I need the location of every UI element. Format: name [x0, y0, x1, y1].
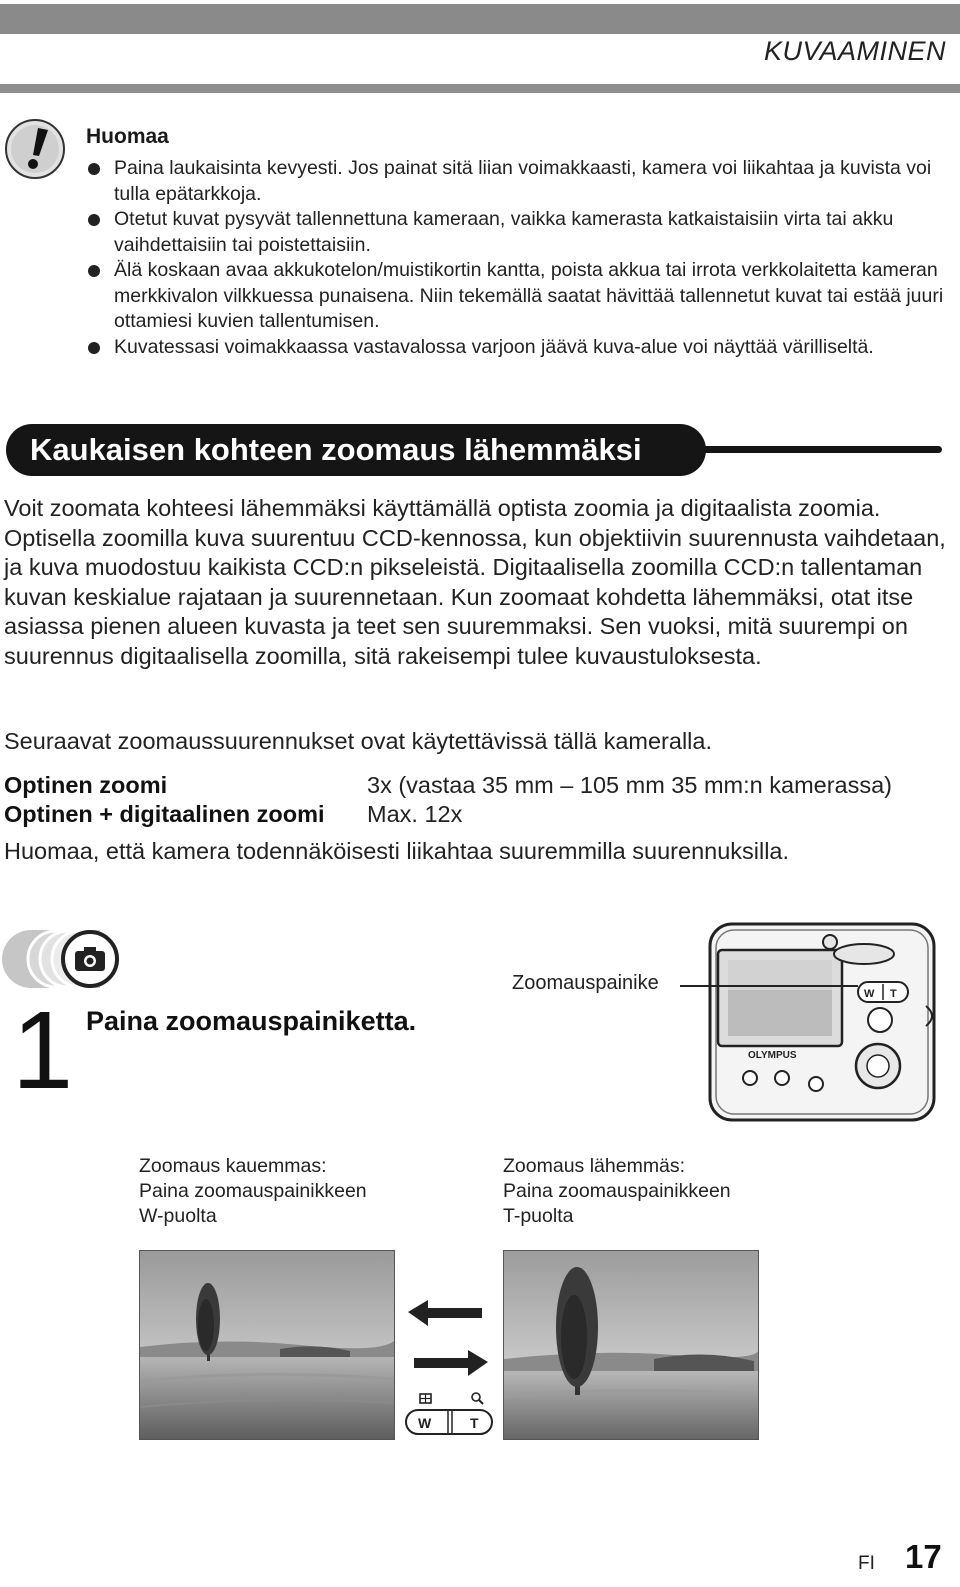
footer-language: FI [858, 1553, 875, 1574]
shooting-mode-icon [0, 928, 134, 990]
spec-value-digital: Max. 12x [367, 801, 463, 827]
svg-text:T: T [890, 988, 897, 1000]
magnifier-icon [472, 1393, 483, 1404]
note-item: Otetut kuvat pysyvät tallennettuna kameraan, vaikka kamerasta katkaistaisiin virta tai akku vaihdettaisiin tai poistettaisiin. [86, 207, 954, 258]
zoom-w-label: W [418, 1415, 432, 1431]
zoom-in-caption-line: Zoomaus lähemmäs: [503, 1155, 686, 1177]
zoom-button-label: Zoomauspainike [512, 972, 659, 994]
camera-back-illustration [700, 916, 940, 1124]
warning-icon [4, 118, 66, 180]
zoom-t-label: T [470, 1415, 479, 1431]
zoom-out-caption [139, 1154, 367, 1229]
zoom-out-caption-line: Paina zoomauspainikkeen [139, 1180, 367, 1202]
note-title: Huomaa [86, 125, 169, 148]
note-item: Älä koskaan avaa akkukotelon/muistikortin kantta, poista akkua tai irrota verkkolaitetta kameran merkkivalon vilkkuessa punaisena. Niin tekemällä saatat hävittää tallennetut kuvat tai estää juuri ottamiesi kuvien tallentumisen. [86, 258, 954, 335]
zoom-direction-arrows [402, 1296, 494, 1440]
zoom-out-caption-line: Zoomaus kauemmas: [139, 1155, 327, 1177]
zoom-in-caption-line: Paina zoomauspainikkeen [503, 1180, 731, 1202]
step-instruction: Paina zoomauspainiketta. [86, 1006, 417, 1036]
available-zooms-text: Seuraavat zoomaussuurennukset ovat käytettävissä tällä kameralla. [4, 728, 712, 754]
header-rule [0, 84, 960, 93]
arrow-left-icon [408, 1300, 482, 1326]
camera-brand-logo: OLYMPUS [748, 1050, 797, 1061]
spec-value-optical: 3x (vastaa 35 mm – 105 mm 35 mm:n kamerassa) [367, 772, 893, 798]
intro-paragraph: Voit zoomata kohteesi lähemmäksi käyttämällä optista zoomia ja digitaalista zoomia. Optisella zoomilla kuva suurentuu CCD-kennossa, kun objektiivin suurennusta vaihdetaan, ja kuva muodostuu kaikista CCD:n pikseleistä. Digitaalisella zoomilla CCD:n tallentaman kuvan keskialue rajataan ja suurennetaan. Kun zoomaat kohdetta lähemmäksi, otat itse asiassa pienen alueen kuvasta ja teet sen suuremmaksi. Sen vuoksi, mitä suurempi on suurennus digitaalisella zoomilla, sitä rakeisempi tulee kuvaustuloksesta. [4, 495, 946, 669]
note-item: Paina laukaisinta kevyesti. Jos painat sitä liian voimakkaasti, kamera voi liikahtaa ja kuvista voi tulla epätarkkoja. [86, 156, 954, 207]
section-rule [690, 446, 942, 453]
spec-label-optical: Optinen zoomi [4, 772, 168, 798]
wide-grid-icon [420, 1394, 431, 1403]
note-item: Kuvatessasi voimakkaassa vastavalossa varjoon jäävä kuva-alue voi näyttää värilliseltä. [86, 335, 954, 361]
section-heading: Kaukaisen kohteen zoomaus lähemmäksi [6, 424, 706, 476]
wide-angle-photo [139, 1250, 395, 1440]
zoom-out-caption-line: W-puolta [139, 1205, 217, 1227]
zoom-in-caption [503, 1154, 731, 1229]
spec-label-digital: Optinen + digitaalinen zoomi [4, 801, 325, 827]
header-bar [0, 4, 960, 34]
note-list [86, 156, 954, 360]
arrow-right-icon [414, 1350, 488, 1376]
chapter-title: KUVAAMINEN [763, 36, 946, 66]
page-number: 17 [905, 1538, 942, 1575]
svg-text:W: W [864, 988, 875, 1000]
telephoto-photo [503, 1250, 759, 1440]
zoom-label-leader-line [680, 985, 858, 987]
step-number: 1 [12, 989, 74, 1112]
zoom-in-caption-line: T-puolta [503, 1205, 574, 1227]
shake-warning: Huomaa, että kamera todennäköisesti liikahtaa suuremmilla suurennuksilla. [4, 838, 790, 864]
